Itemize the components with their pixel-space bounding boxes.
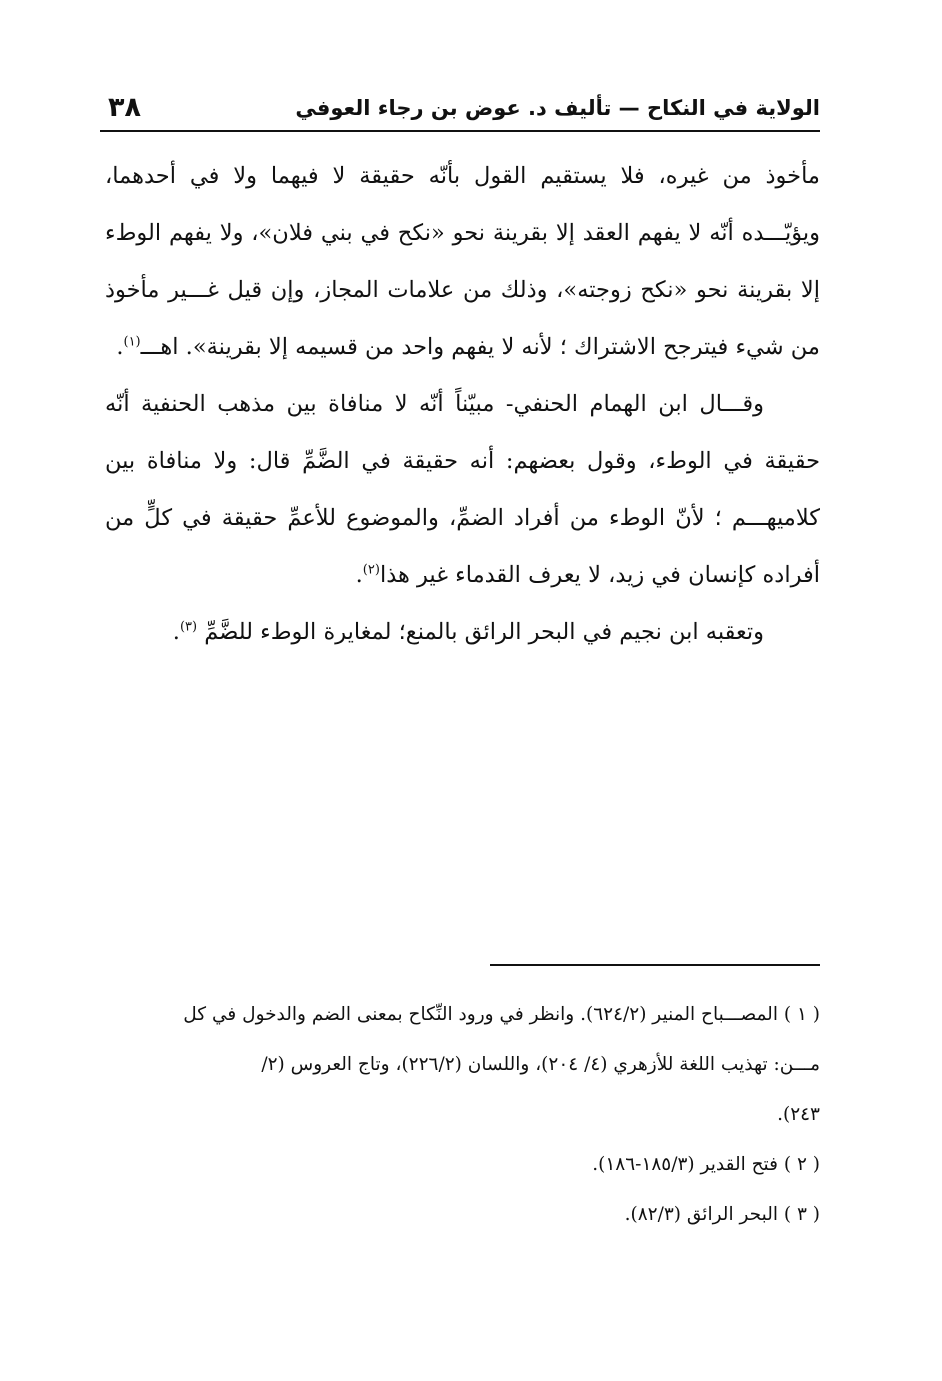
paragraph	[105, 376, 820, 604]
footnote-line: ٢٤٣).	[777, 1104, 820, 1125]
paragraph-end: .	[116, 334, 124, 360]
running-title: الولاية في النكاح — تأليف د. عوض بن رجاء العوفي	[295, 96, 820, 120]
page-number: ٣٨	[108, 92, 141, 123]
main-text	[105, 148, 820, 661]
page-header	[100, 92, 820, 132]
footnote-reference: (١)	[123, 334, 141, 350]
paragraph-end: .	[355, 562, 363, 588]
paragraph	[105, 148, 820, 376]
footnote-reference: (٣)	[179, 619, 198, 635]
footnote-line: ( ١ ) المصـــباح المنير (٦٢٤/٢). وانظر في ورود النِّكاح بمعنى الضم والدخول في كل	[183, 1004, 820, 1025]
footnote-divider	[490, 964, 820, 966]
paragraph-text: وقـــال ابن الهمام الحنفي- مبيّناً أنّه لا منافاة بين مذهب الحنفية أنّه حقيقة في الوطء، وقول بعضهم: أنه حقيقة في الضَّمِّ قال: ولا منافاة بين كلاميهـــم ؛ لأنّ الوطء من أفراد الضمِّ، والموضوع للأعمِّ حقيقة في كلٍّ من أفراده كإنسان في زيد، لا يعرف القدماء غير هذا	[105, 391, 820, 588]
paragraph	[105, 604, 820, 661]
paragraph-text: وتعقبه ابن نجيم في البحر الرائق بالمنع؛ لمغايرة الوطء للضَّمِّ	[197, 619, 764, 645]
footnote-reference: (٢)	[362, 562, 380, 578]
footnote-line: مـــن: تهذيب اللغة للأزهري (٤/ ٢٠٤)، واللسان (٢٢٦/٢)، وتاج العروس (٢/	[261, 1054, 820, 1075]
footnote: ( ٣ ) البحر الرائق (٨٢/٣).	[624, 1204, 820, 1225]
footnotes	[105, 990, 820, 1240]
paragraph-end: .	[172, 619, 180, 645]
footnote: ( ٢ ) فتح القدير (١٨٥/٣-١٨٦).	[592, 1154, 820, 1175]
paragraph-text: مأخوذ من غيره، فلا يستقيم القول بأنّه حقيقة لا فيهما ولا في أحدهما، ويؤيّـــده أنّه لا يفهم العقد إلا بقرينة نحو «نكح في بني فلان»، ولا يفهم الوطء إلا بقرينة نحو «نكح زوجته»، وذلك من علامات المجاز، وإن قيل غـــير مأخوذ من شيء فيترجح الاشتراك ؛ لأنه لا يفهم واحد من قسيمه إلا بقرينة». اهـــ	[105, 163, 820, 360]
